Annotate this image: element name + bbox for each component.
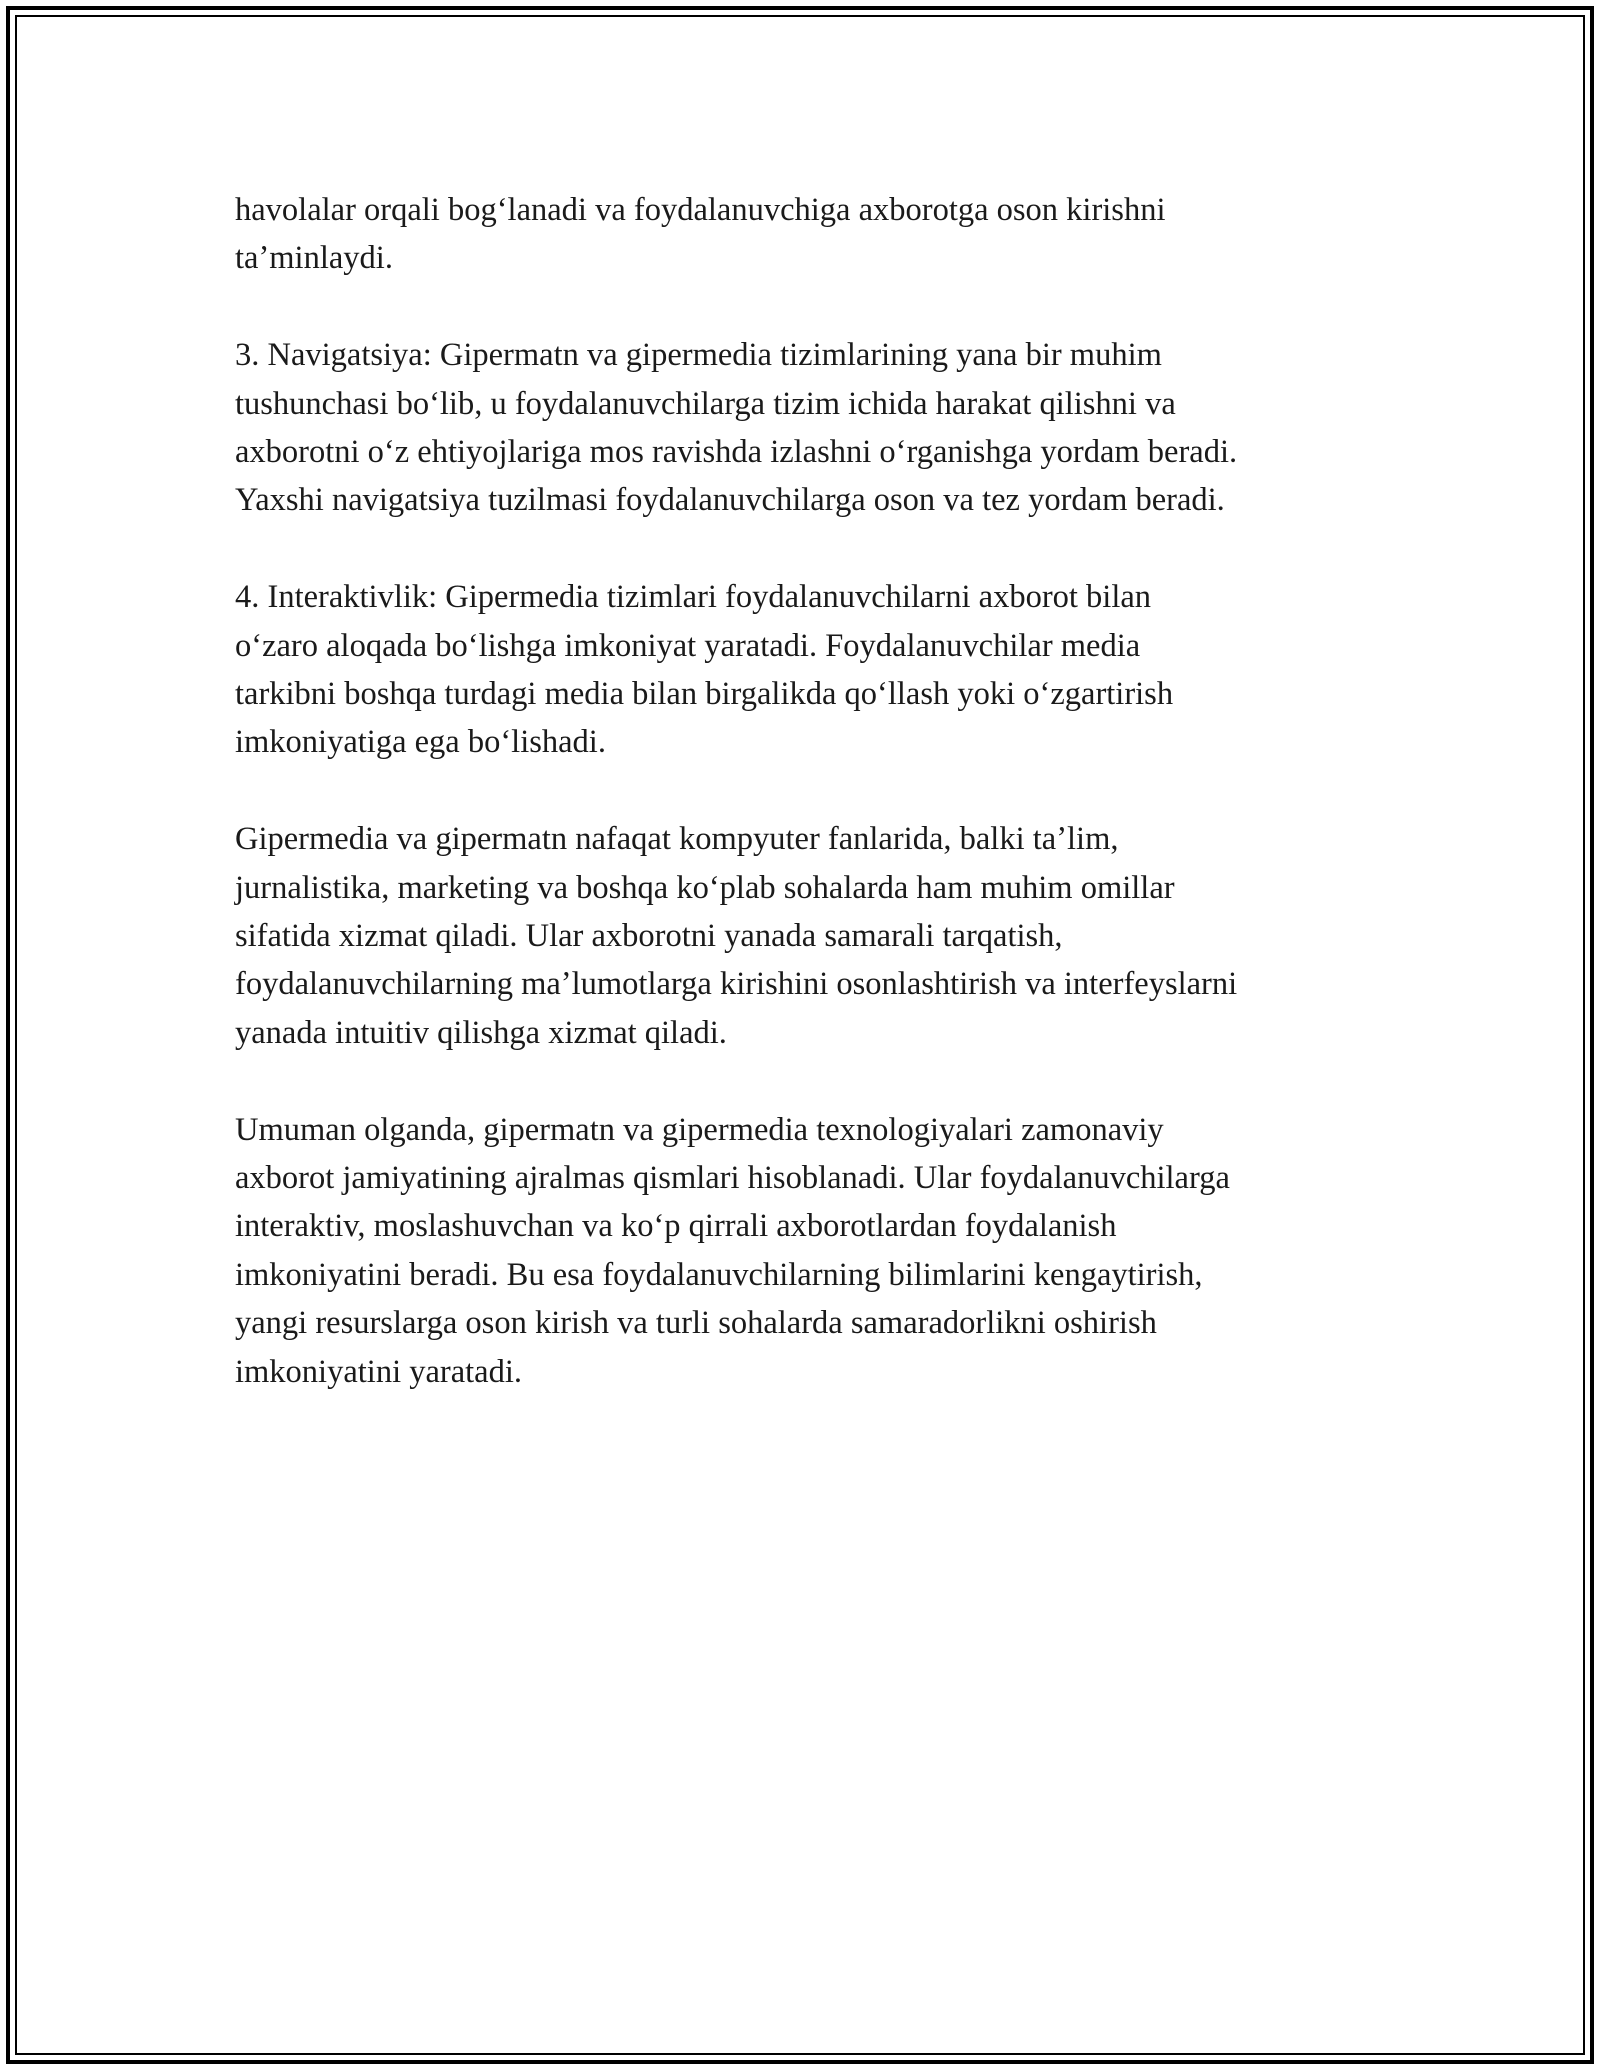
text-line: imkoniyatini yaratadi. (235, 1353, 523, 1390)
paragraph-navigatsiya (235, 331, 1405, 525)
text-line: jurnalistika, marketing va boshqa koʻplab sohalarda ham muhim omillar (235, 869, 1175, 906)
text-line: tushunchasi boʻlib, u foydalanuvchilarga tizim ichida harakat qilishni va (235, 385, 1176, 422)
text-line: 4. Interaktivlik: Gipermedia tizimlari foydalanuvchilarni axborot bilan (235, 579, 1152, 616)
text-line: tarkibni boshqa turdagi media bilan birgalikda qoʻllash yoki oʻzgartirish (235, 676, 1174, 713)
paragraph-conclusion (235, 1106, 1405, 1396)
text-line: yanada intuitiv qilishga xizmat qiladi. (235, 1014, 727, 1051)
text-line: sifatida xizmat qiladi. Ular axborotni yanada samarali tarqatish, (235, 918, 1063, 955)
text-line: axborot jamiyatining ajralmas qismlari hisoblanadi. Ular foydalanuvchilarga (235, 1160, 1230, 1197)
text-line: foydalanuvchilarning maʼlumotlarga kirishini osonlashtirish va interfeyslarni (235, 966, 1238, 1003)
text-line: oʻzaro aloqada boʻlishga imkoniyat yaratadi. Foydalanuvchilar media (235, 627, 1141, 664)
text-line: Umuman olganda, gipermatn va gipermedia texnologiyalari zamonaviy (235, 1111, 1164, 1148)
paragraph-interaktivlik (235, 573, 1405, 767)
text-line: interaktiv, moslashuvchan va koʻp qirrali axborotlardan foydalanish (235, 1208, 1117, 1245)
paragraph-continuation (235, 186, 1405, 283)
text-line: Gipermedia va gipermatn nafaqat kompyuter fanlarida, balki taʼlim, (235, 821, 1119, 858)
text-line: havolalar orqali bogʻlanadi va foydalanuvchiga axborotga oson kirishni (235, 192, 1166, 228)
paragraph-applications (235, 815, 1405, 1057)
text-line: imkoniyatini beradi. Bu esa foydalanuvchilarning bilimlarini kengaytirish, (235, 1256, 1203, 1293)
document-body (235, 186, 1405, 1444)
text-line: taʼminlaydi. (235, 240, 393, 277)
text-line: yangi resurslarga oson kirish va turli sohalarda samaradorlikni oshirish (235, 1305, 1157, 1342)
text-line: imkoniyatiga ega boʻlishadi. (235, 724, 606, 761)
text-line: Yaxshi navigatsiya tuzilmasi foydalanuvchilarga oson va tez yordam beradi. (235, 482, 1225, 519)
text-line: axborotni oʻz ehtiyojlariga mos ravishda izlashni oʻrganishga yordam beradi. (235, 434, 1238, 471)
text-line: 3. Navigatsiya: Gipermatn va gipermedia tizimlarining yana bir muhim (235, 337, 1162, 374)
